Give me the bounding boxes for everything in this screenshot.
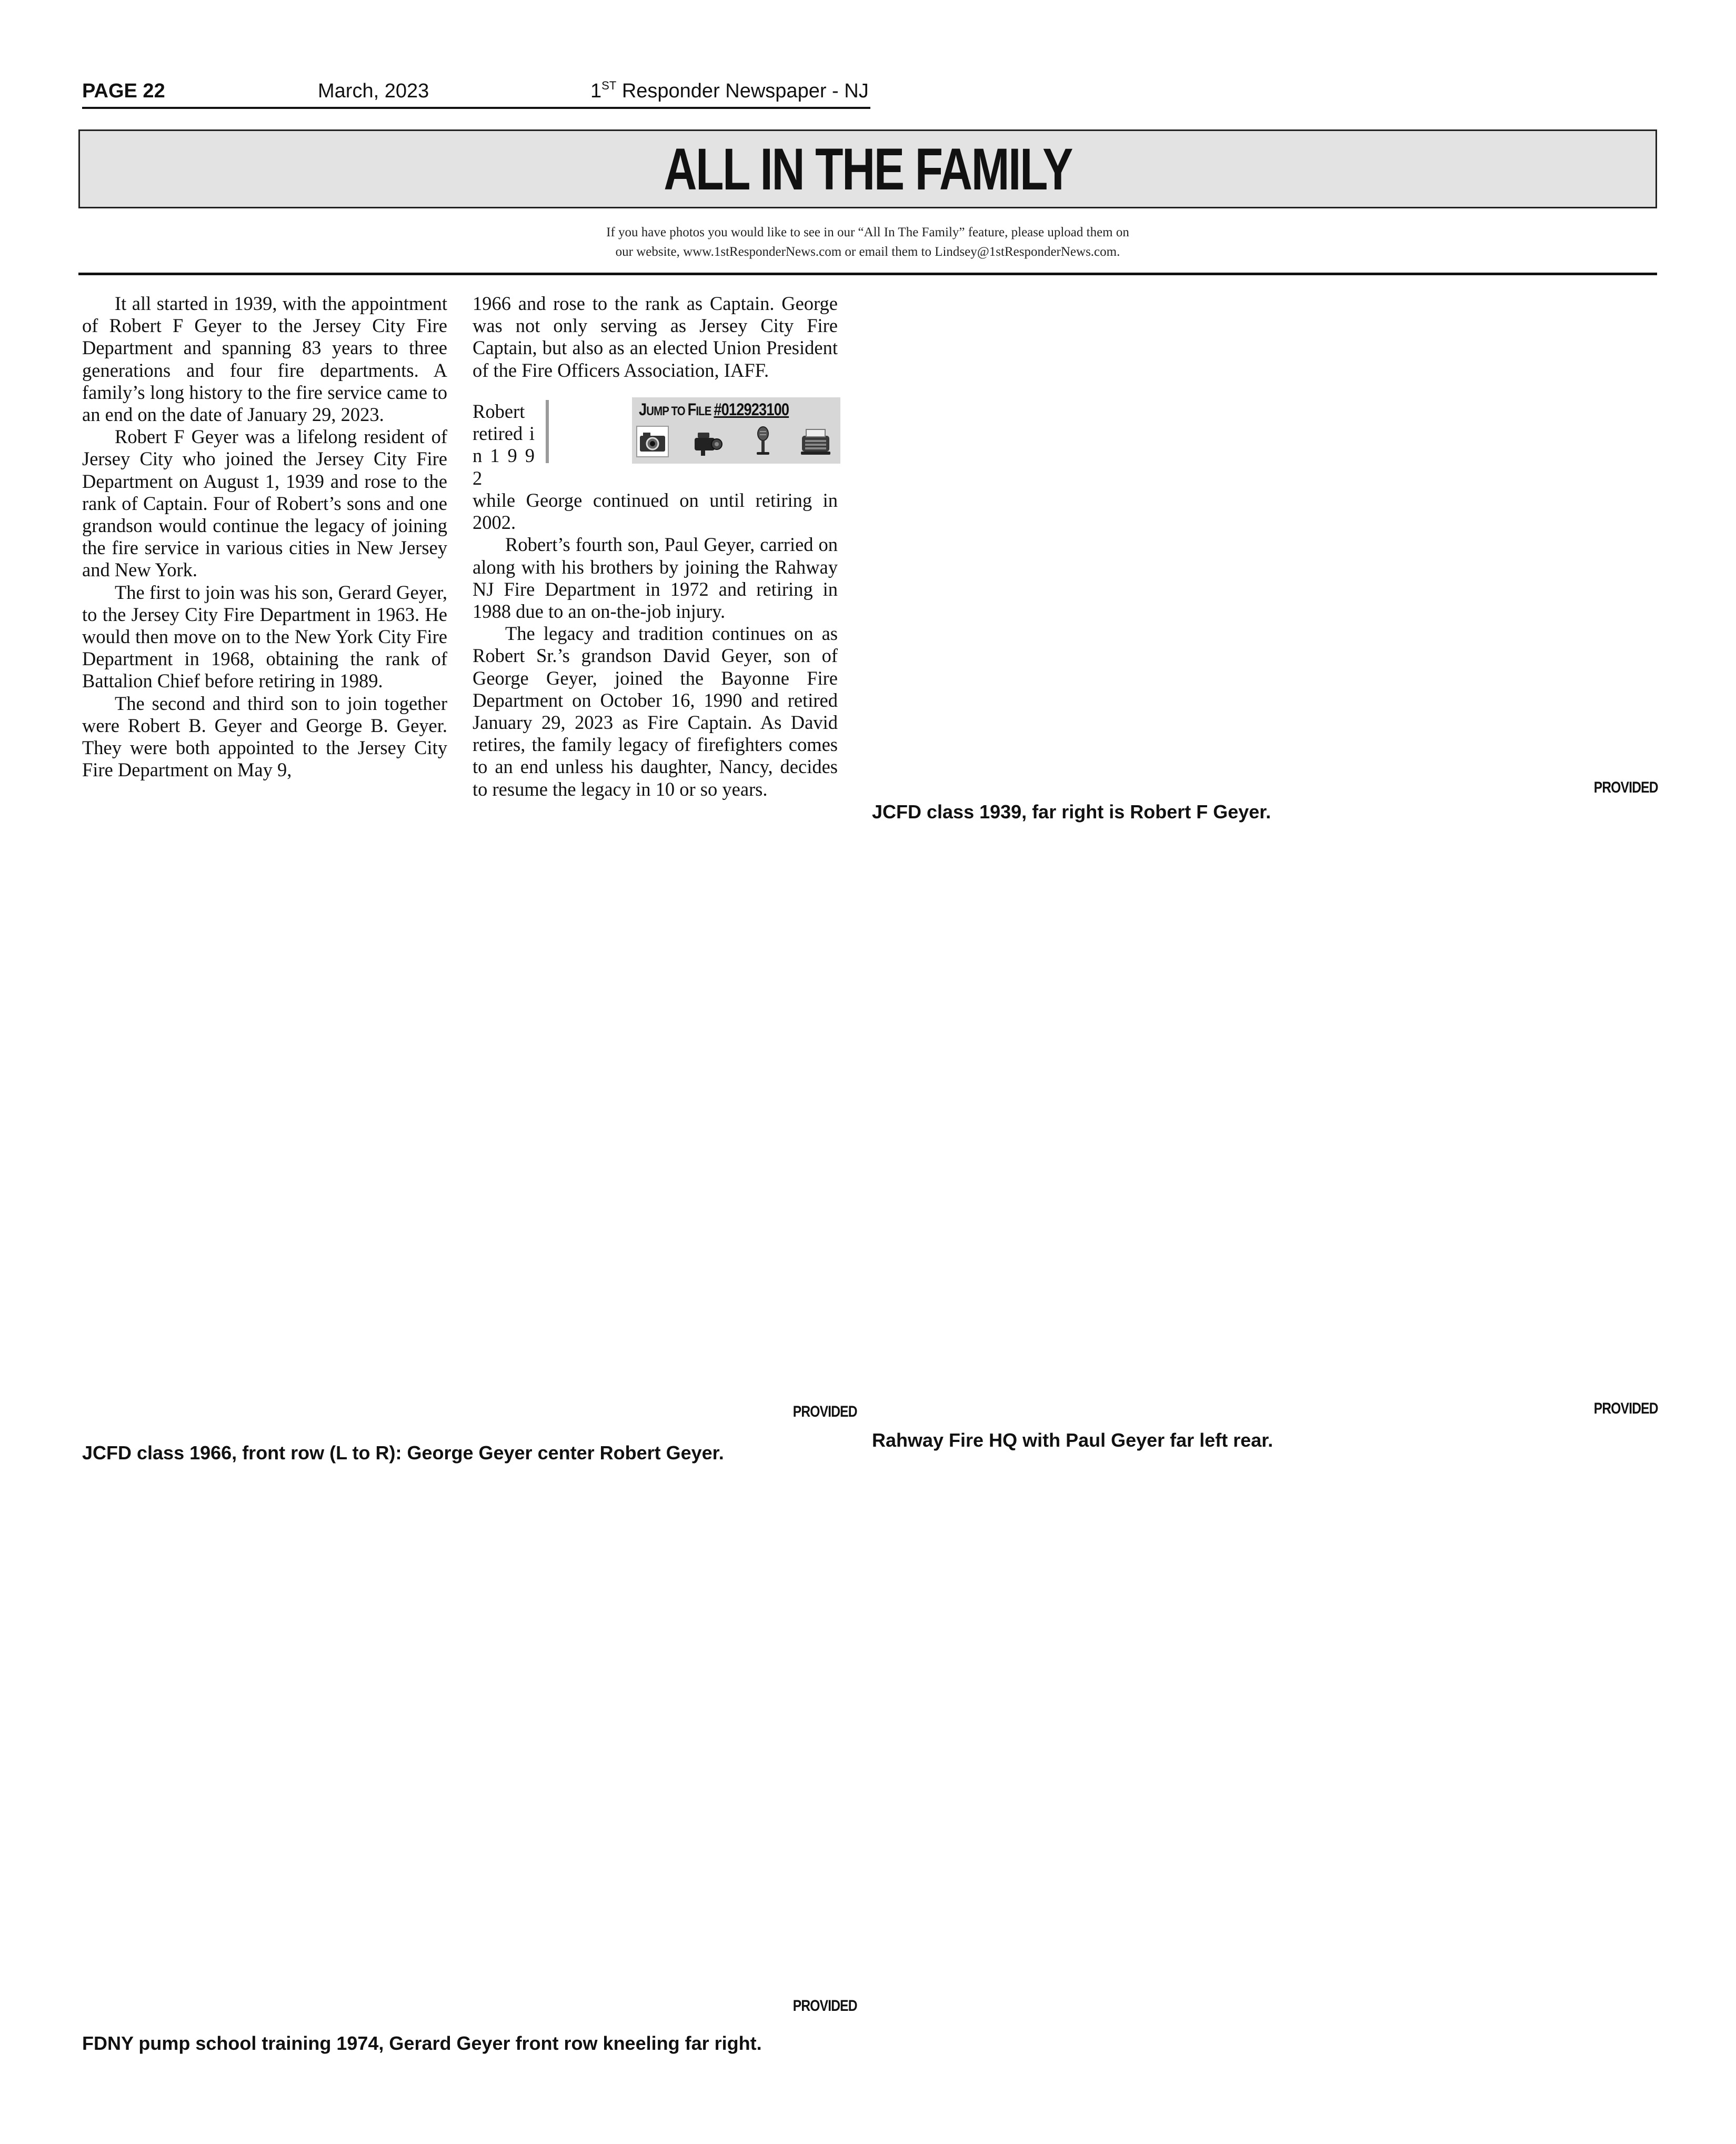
file-letter: F	[687, 400, 696, 419]
paragraph: The first to join was his son, Gerard Geyer, to the Jersey City Fire Department in 1963. He would then move on to the New York City Fire Department in 1968, obtaining the rank of Battalion Chief before retiring in 1989.	[82, 581, 447, 692]
feature-note-line1: If you have photos you would like to see in our “All In The Family” feature, please upload them on	[606, 225, 1129, 239]
paragraph: while George continued on until retiring in 2002.	[473, 489, 838, 534]
paragraph: It all started in 1939, with the appointment of Robert F Geyer to the Jersey City Fire Department and spanning 83 years to three generations and four fire departments. A family’s long history to the fire service came to an end on the date of January 29, 2023.	[82, 293, 447, 426]
photo-caption: JCFD class 1966, front row (L to R): George Geyer center Robert Geyer.	[82, 1442, 724, 1464]
pub-superscript: ST	[601, 79, 617, 92]
photo-credit: PROVIDED	[793, 1997, 857, 2015]
feature-note-line2: our website, www.1stResponderNews.com or email them to Lindsey@1stResponderNews.com.	[615, 245, 1120, 259]
jump-word: UMP TO	[646, 404, 688, 418]
page-number: PAGE 22	[82, 80, 165, 102]
header-rule	[82, 107, 870, 109]
paragraph: Robert retired i n 1 9 9 2	[473, 400, 535, 489]
file-number-link[interactable]: #012923100	[714, 400, 789, 419]
video-camera-icon[interactable]	[690, 425, 724, 458]
feature-note	[78, 223, 1657, 262]
photo-credit: PROVIDED	[793, 1403, 857, 1420]
issue-date: March, 2023	[318, 80, 429, 102]
photo-caption: FDNY pump school training 1974, Gerard Geyer front row kneeling far right.	[82, 2032, 762, 2054]
paragraph: The second and third son to join together were Robert B. Geyer and George B. Geyer. They were both appointed to the Jersey City Fire Department on May 9,	[82, 692, 447, 781]
feature-title: ALL IN THE FAMILY	[664, 136, 1072, 202]
typewriter-icon[interactable]	[799, 425, 832, 458]
photo-caption: Rahway Fire HQ with Paul Geyer far left rear.	[872, 1429, 1273, 1451]
photo-credit: PROVIDED	[1594, 779, 1658, 796]
article-column-2-bottom	[473, 489, 838, 800]
article-column-2-top	[473, 293, 838, 382]
article-column-2-narrow	[473, 400, 535, 489]
photo-fdny-pump-school	[82, 1474, 854, 1995]
pub-title: Responder Newspaper - NJ	[616, 80, 869, 102]
jump-divider	[546, 400, 549, 463]
paragraph: The legacy and tradition continues on as Robert Sr.’s grandson David Geyer, son of George Geyer, joined the Bayonne Fire Department on October 16, 1990 and retired January 29, 2023 as Fire Captain. As David retires, the family legacy of firefighters comes to an end unless his daughter, Nancy, decides to resume the legacy in 10 or so years.	[473, 623, 838, 800]
publication-name	[590, 80, 869, 103]
camera-icon[interactable]	[636, 425, 669, 458]
microphone-icon[interactable]	[746, 425, 780, 458]
photo-rahway-fire-hq	[874, 853, 1658, 1397]
jump-letter: J	[639, 400, 647, 419]
paragraph: 1966 and rose to the rank as Captain. George was not only serving as Jersey City Fire Captain, but also as an elected Union President of the Fire Officers Association, IAFF.	[473, 293, 838, 381]
file-word: ILE	[696, 404, 714, 418]
photo-jcfd-1939	[874, 284, 1658, 776]
paragraph: Robert F Geyer was a lifelong resident of Jersey City who joined the Jersey City Fire Department on August 1, 1939 and rose to the rank of Captain. Four of Robert’s sons and one grandson would continue the legacy of joining the fire service in various cities in New Jersey and New York.	[82, 426, 447, 581]
pub-number: 1	[590, 80, 602, 102]
article-column-1	[82, 293, 447, 781]
paragraph: Robert’s fourth son, Paul Geyer, carried on along with his brothers by joining the Rahway NJ Fire Department in 1972 and retiring in 1988 due to an on-the-job injury.	[473, 534, 838, 623]
photo-caption: JCFD class 1939, far right is Robert F Geyer.	[872, 801, 1271, 823]
photo-jcfd-1966	[82, 853, 854, 1400]
photo-credit: PROVIDED	[1594, 1400, 1658, 1417]
title-rule	[78, 273, 1657, 275]
jump-to-file-label[interactable]	[639, 400, 789, 419]
feature-title-box	[78, 129, 1657, 208]
